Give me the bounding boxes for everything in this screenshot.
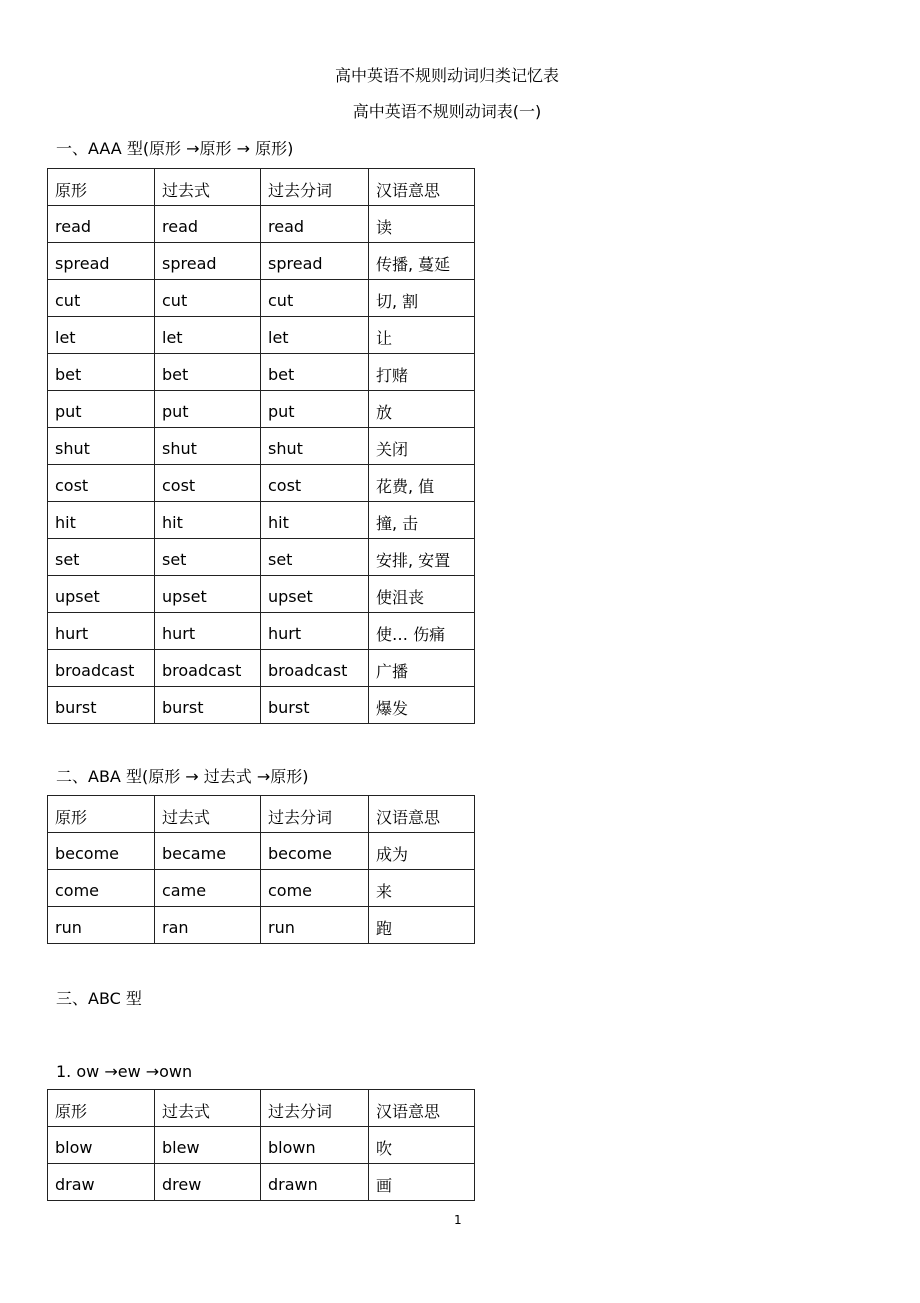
cell-past-participle [261, 539, 369, 576]
cell-past-tense [155, 354, 261, 391]
cell-text: put [162, 401, 189, 421]
header-cell-chinese-meaning [369, 796, 475, 833]
cell-past-participle [261, 576, 369, 613]
header-cell-base-form [48, 169, 155, 206]
cell-past-participle [261, 907, 369, 944]
cell-past-tense [155, 576, 261, 613]
table-row [48, 1164, 475, 1201]
cell-base-form [48, 576, 155, 613]
header-cell-chinese-meaning [369, 169, 475, 206]
cell-text: draw [55, 1174, 95, 1194]
cell-text: set [162, 549, 187, 569]
cell-text: cost [268, 475, 302, 495]
cell-past-tense [155, 465, 261, 502]
header-cell-text: 过去式 [162, 180, 211, 200]
table-row [48, 833, 475, 870]
header-cell-text: 原形 [55, 180, 88, 200]
cell-text: blown [268, 1137, 316, 1157]
cell-text: cost [55, 475, 89, 495]
cell-text: hurt [162, 623, 196, 643]
header-cell-text: 汉语意思 [376, 180, 441, 200]
cell-past-participle [261, 833, 369, 870]
cell-past-tense [155, 833, 261, 870]
cell-past-participle [261, 613, 369, 650]
cell-chinese-meaning [369, 317, 475, 354]
cell-text: put [268, 401, 295, 421]
cell-chinese-meaning [369, 354, 475, 391]
cell-text: ran [162, 917, 189, 937]
cell-chinese-meaning [369, 465, 475, 502]
cell-text: upset [268, 586, 313, 606]
cell-past-tense [155, 539, 261, 576]
header-cell-past-tense [155, 169, 261, 206]
table-row [48, 870, 475, 907]
header-cell-base-form [48, 1090, 155, 1127]
table-row [48, 391, 475, 428]
section-heading-aaa: 一、AAA 型(原形 →原形 → 原形) [56, 139, 294, 158]
cell-text: 放 [376, 402, 393, 422]
cell-text: spread [162, 253, 217, 273]
cell-chinese-meaning [369, 687, 475, 724]
cell-chinese-meaning [369, 243, 475, 280]
cell-chinese-meaning [369, 870, 475, 907]
cell-chinese-meaning [369, 650, 475, 687]
cell-text: set [55, 549, 80, 569]
header-cell-text: 过去分词 [268, 1101, 333, 1121]
header-cell-text: 原形 [55, 1101, 88, 1121]
cell-past-participle [261, 206, 369, 243]
cell-past-tense [155, 1127, 261, 1164]
cell-past-participle [261, 243, 369, 280]
table-header-row [48, 1090, 475, 1127]
page-number: 1 [454, 1213, 462, 1227]
header-cell-text: 汉语意思 [376, 807, 441, 827]
cell-chinese-meaning [369, 391, 475, 428]
cell-text: shut [268, 438, 303, 458]
table-row [48, 613, 475, 650]
header-cell-chinese-meaning [369, 1090, 475, 1127]
cell-chinese-meaning [369, 907, 475, 944]
cell-past-tense [155, 243, 261, 280]
cell-chinese-meaning [369, 539, 475, 576]
table-row [48, 687, 475, 724]
header-cell-text: 过去式 [162, 1101, 211, 1121]
cell-past-tense [155, 613, 261, 650]
cell-base-form [48, 833, 155, 870]
cell-text: drawn [268, 1174, 318, 1194]
header-cell-text: 过去式 [162, 807, 211, 827]
cell-past-participle [261, 870, 369, 907]
cell-past-tense [155, 317, 261, 354]
cell-text: 跑 [376, 918, 393, 938]
cell-base-form [48, 650, 155, 687]
table-row [48, 650, 475, 687]
cell-text: 来 [376, 881, 393, 901]
cell-text: cost [162, 475, 196, 495]
header-cell-base-form [48, 796, 155, 833]
document-title: 高中英语不规则动词归类记忆表 [334, 66, 559, 85]
cell-chinese-meaning [369, 833, 475, 870]
cell-text: hurt [268, 623, 302, 643]
cell-text: let [162, 327, 183, 347]
table-row [48, 539, 475, 576]
cell-past-tense [155, 502, 261, 539]
cell-base-form [48, 502, 155, 539]
cell-text: blow [55, 1137, 93, 1157]
cell-past-tense [155, 428, 261, 465]
cell-base-form [48, 280, 155, 317]
cell-text: hit [162, 512, 183, 532]
cell-text: upset [55, 586, 100, 606]
cell-base-form [48, 870, 155, 907]
cell-past-participle [261, 650, 369, 687]
verb-table-aaa [47, 168, 475, 724]
cell-base-form [48, 317, 155, 354]
cell-past-tense [155, 870, 261, 907]
cell-past-participle [261, 687, 369, 724]
cell-text: bet [268, 364, 295, 384]
table-row [48, 206, 475, 243]
cell-text: hurt [55, 623, 89, 643]
cell-past-participle [261, 1164, 369, 1201]
table-row [48, 907, 475, 944]
cell-text: burst [162, 697, 204, 717]
cell-text: spread [55, 253, 110, 273]
table-header-row [48, 169, 475, 206]
cell-past-participle [261, 465, 369, 502]
cell-text: let [268, 327, 289, 347]
cell-base-form [48, 243, 155, 280]
cell-text: cut [268, 290, 294, 310]
cell-text: run [55, 917, 82, 937]
cell-base-form [48, 1164, 155, 1201]
cell-text: 打赌 [376, 365, 409, 385]
cell-text: 画 [376, 1175, 393, 1195]
verb-table-aba [47, 795, 475, 944]
cell-text: 爆发 [376, 698, 409, 718]
cell-chinese-meaning [369, 576, 475, 613]
header-cell-past-participle [261, 796, 369, 833]
cell-base-form [48, 687, 155, 724]
cell-text: 读 [376, 217, 393, 237]
cell-text: become [268, 843, 333, 863]
cell-past-tense [155, 1164, 261, 1201]
cell-text: shut [55, 438, 90, 458]
cell-text: shut [162, 438, 197, 458]
cell-past-tense [155, 687, 261, 724]
cell-text: read [162, 216, 199, 236]
cell-base-form [48, 465, 155, 502]
cell-past-participle [261, 428, 369, 465]
cell-text: 广播 [376, 661, 409, 681]
cell-text: 成为 [376, 844, 409, 864]
verb-table-ow-ew-own [47, 1089, 475, 1201]
section-heading-aba: 二、ABA 型(原形 → 过去式 →原形) [56, 767, 309, 786]
header-cell-text: 原形 [55, 807, 88, 827]
cell-base-form [48, 354, 155, 391]
cell-past-participle [261, 317, 369, 354]
header-cell-text: 汉语意思 [376, 1101, 441, 1121]
cell-base-form [48, 391, 155, 428]
cell-text: bet [55, 364, 82, 384]
cell-past-participle [261, 354, 369, 391]
cell-chinese-meaning [369, 206, 475, 243]
cell-text: upset [162, 586, 207, 606]
cell-text: hit [268, 512, 289, 532]
table-row [48, 465, 475, 502]
table-row [48, 502, 475, 539]
cell-text: came [162, 880, 207, 900]
cell-text: broadcast [162, 660, 242, 680]
cell-text: bet [162, 364, 189, 384]
cell-text: became [162, 843, 227, 863]
cell-text: 传播, 蔓延 [376, 254, 451, 274]
cell-past-tense [155, 280, 261, 317]
table-header-row [48, 796, 475, 833]
cell-text: 吹 [376, 1138, 393, 1158]
header-cell-past-tense [155, 796, 261, 833]
cell-base-form [48, 206, 155, 243]
cell-base-form [48, 1127, 155, 1164]
cell-past-participle [261, 280, 369, 317]
cell-text: 关闭 [376, 439, 409, 459]
cell-chinese-meaning [369, 1164, 475, 1201]
table-row [48, 576, 475, 613]
cell-past-participle [261, 502, 369, 539]
cell-text: 切, 割 [376, 291, 419, 311]
cell-text: 花费, 值 [376, 476, 435, 496]
cell-text: burst [55, 697, 97, 717]
cell-text: 使… 伤痛 [376, 624, 446, 644]
cell-text: run [268, 917, 295, 937]
cell-text: 撞, 击 [376, 513, 419, 533]
cell-text: come [268, 880, 313, 900]
cell-text: broadcast [55, 660, 135, 680]
header-cell-past-tense [155, 1090, 261, 1127]
section-heading-abc: 三、ABC 型 [56, 989, 142, 1008]
header-cell-past-participle [261, 1090, 369, 1127]
cell-text: spread [268, 253, 323, 273]
cell-text: let [55, 327, 76, 347]
cell-past-tense [155, 391, 261, 428]
cell-text: 使沮丧 [376, 587, 425, 607]
cell-text: become [55, 843, 120, 863]
cell-text: burst [268, 697, 310, 717]
cell-past-participle [261, 1127, 369, 1164]
cell-text: read [55, 216, 92, 236]
cell-past-tense [155, 907, 261, 944]
table-row [48, 317, 475, 354]
cell-text: broadcast [268, 660, 348, 680]
table-row [48, 1127, 475, 1164]
cell-text: 让 [376, 328, 393, 348]
table-row [48, 243, 475, 280]
table-row [48, 280, 475, 317]
header-cell-text: 过去分词 [268, 807, 333, 827]
cell-base-form [48, 428, 155, 465]
header-cell-past-participle [261, 169, 369, 206]
cell-text: put [55, 401, 82, 421]
cell-text: cut [55, 290, 81, 310]
cell-text: cut [162, 290, 188, 310]
cell-chinese-meaning [369, 1127, 475, 1164]
cell-base-form [48, 907, 155, 944]
subsection-heading-ow-ew-own: 1. ow →ew →own [56, 1062, 193, 1081]
cell-past-tense [155, 206, 261, 243]
cell-past-participle [261, 391, 369, 428]
cell-text: set [268, 549, 293, 569]
cell-text: come [55, 880, 100, 900]
cell-text: hit [55, 512, 76, 532]
table-row [48, 354, 475, 391]
cell-text: blew [162, 1137, 200, 1157]
header-cell-text: 过去分词 [268, 180, 333, 200]
cell-chinese-meaning [369, 613, 475, 650]
table-row [48, 428, 475, 465]
cell-past-tense [155, 650, 261, 687]
cell-text: 安排, 安置 [376, 550, 451, 570]
cell-chinese-meaning [369, 428, 475, 465]
cell-text: drew [162, 1174, 202, 1194]
document-subtitle: 高中英语不规则动词表(一) [352, 102, 542, 121]
cell-chinese-meaning [369, 502, 475, 539]
cell-base-form [48, 613, 155, 650]
cell-chinese-meaning [369, 280, 475, 317]
cell-text: read [268, 216, 305, 236]
cell-base-form [48, 539, 155, 576]
